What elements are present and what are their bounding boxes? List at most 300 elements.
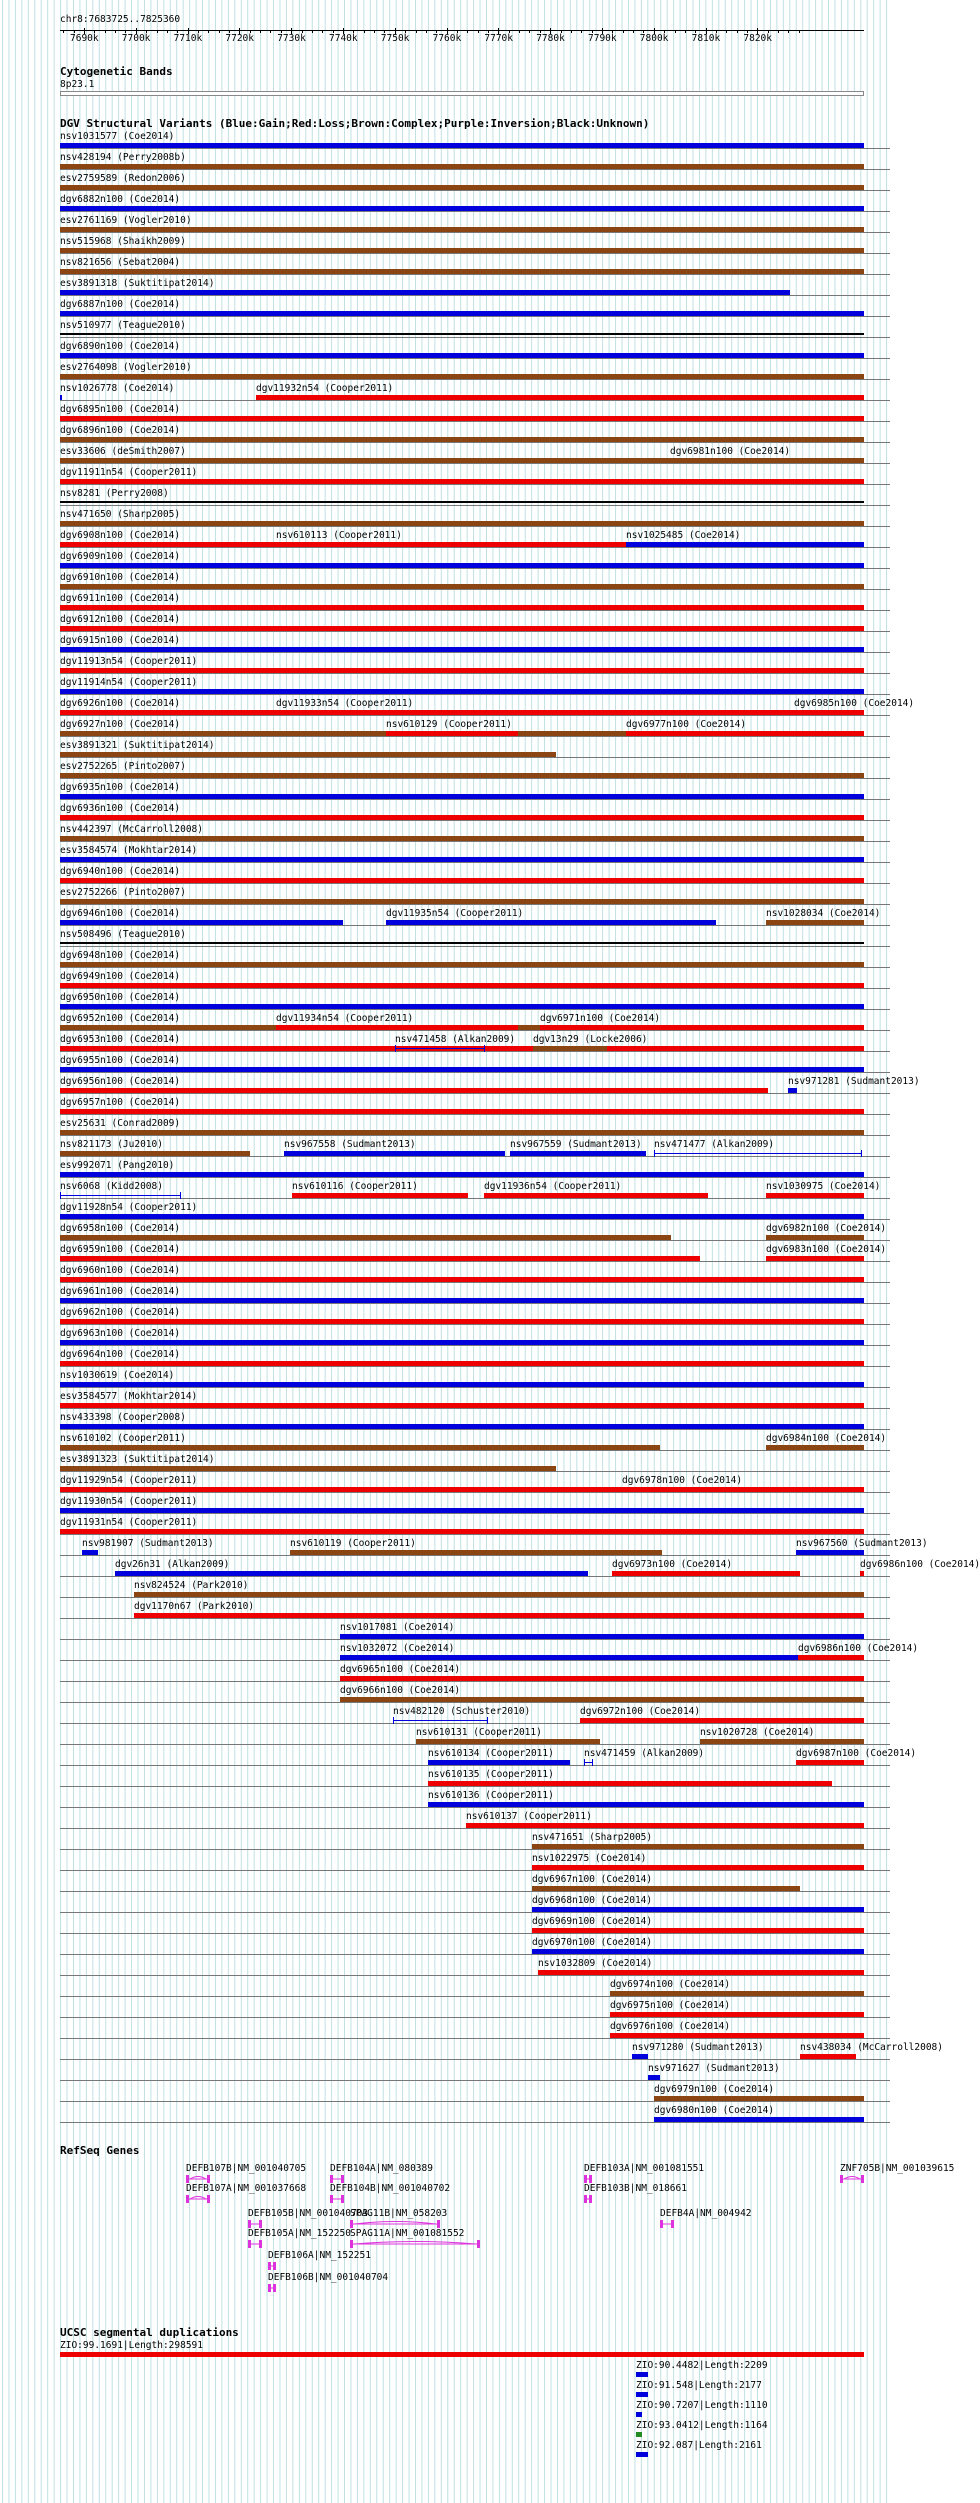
row-separator [60,148,890,149]
variant-bar[interactable] [60,311,864,316]
variant-bar[interactable] [766,920,864,925]
variant-bar[interactable] [60,1298,864,1303]
row-separator [60,1261,890,1262]
variant-bar[interactable] [134,1592,864,1597]
row-separator [60,1240,890,1241]
row-separator [60,715,890,716]
gene-label: DEFB104B|NM_001040702 [330,2183,451,2194]
region-label: chr8:7683725..7825360 [60,14,181,25]
variant-bar[interactable] [766,1445,864,1450]
variant-bar[interactable] [340,1655,864,1660]
variant-bar[interactable] [276,1025,518,1030]
row-separator [60,736,890,737]
ruler-tick-label: 7720k [225,33,254,44]
ruler-tick-label: 7750k [380,33,410,44]
variant-bar[interactable] [60,1067,864,1072]
ruler-minor-tick [219,30,220,33]
row-separator [60,505,890,506]
variant-label: nsv610136 (Cooper2011) [428,1790,554,1801]
variant-bar[interactable] [60,479,864,484]
variant-line-cap [592,1759,593,1766]
gene-model[interactable] [658,2219,676,2229]
row-separator [60,841,890,842]
row-separator [60,1933,890,1934]
ruler-minor-tick [467,30,468,33]
variant-line-cap [395,1045,396,1052]
gene-label: SPAG11A|NM_001081552 [350,2228,465,2239]
variant-bar[interactable] [60,668,864,673]
row-separator [60,1765,890,1766]
gene-label: DEFB105A|NM_152250 [248,2228,351,2239]
variant-bar[interactable] [276,542,615,547]
gene-label: DEFB104A|NM_080389 [330,2163,433,2174]
variant-bar[interactable] [60,248,864,253]
row-separator [60,631,890,632]
variant-bar[interactable] [466,1823,864,1828]
variant-bar[interactable] [766,1256,864,1261]
row-separator [60,253,890,254]
variant-bar[interactable] [60,521,864,526]
variant-bar[interactable] [700,1739,864,1744]
variant-bar[interactable] [115,1571,588,1576]
variant-bar[interactable] [60,857,864,862]
gene-model[interactable] [266,2283,278,2293]
variant-bar[interactable] [60,1403,864,1408]
variant-label: dgv6959n100 (Coe2014) [60,1244,181,1255]
variant-bar[interactable] [386,920,716,925]
segdup-bar[interactable] [636,2432,642,2437]
variant-label: dgv6927n100 (Coe2014) [60,719,181,730]
variant-label: nsv508496 (Teague2010) [60,929,186,940]
variant-label: nsv1026778 (Coe2014) [60,383,175,394]
variant-bar[interactable] [60,1214,864,1219]
variant-label: dgv26n31 (Alkan2009) [115,1559,230,1570]
variant-label: nsv610137 (Cooper2011) [466,1811,592,1822]
variant-label: dgv6957n100 (Coe2014) [60,1097,181,1108]
variant-bar[interactable] [60,1529,864,1534]
variant-bar[interactable] [60,1130,864,1135]
variant-label: esv2759589 (Redon2006) [60,173,186,184]
variant-label: dgv6949n100 (Coe2014) [60,971,181,982]
variant-bar[interactable] [60,1109,864,1114]
variant-label: nsv821656 (Sebat2004) [60,257,181,268]
row-separator [60,1303,890,1304]
segdup-bar[interactable] [636,2392,648,2397]
ruler-minor-tick [633,30,634,33]
variant-bar[interactable] [60,794,864,799]
gene-model[interactable] [328,2194,346,2204]
variant-bar[interactable] [510,1151,646,1156]
variant-bar[interactable] [284,1151,505,1156]
variant-bar[interactable] [654,2096,864,2101]
variant-label: dgv6960n100 (Coe2014) [60,1265,181,1276]
variant-bar[interactable] [60,501,864,503]
variant-line[interactable] [654,1153,861,1154]
ruler-tick-label: 7760k [432,33,462,44]
variant-bar[interactable] [60,374,864,379]
variant-bar[interactable] [794,710,864,715]
gene-model[interactable] [348,2239,482,2249]
variant-bar[interactable] [60,227,864,232]
variant-label: dgv11911n54 (Cooper2011) [60,467,198,478]
variant-bar[interactable] [60,1151,250,1156]
row-separator [60,652,890,653]
variant-bar[interactable] [60,962,864,967]
variant-bar[interactable] [60,290,790,295]
segdup-bar[interactable] [636,2412,642,2417]
variant-bar[interactable] [796,1760,864,1765]
variant-bar[interactable] [60,395,62,400]
variant-bar[interactable] [428,1781,832,1786]
row-separator [60,1576,890,1577]
variant-label: nsv610134 (Cooper2011) [428,1748,554,1759]
gene-model[interactable] [582,2194,594,2204]
ruler-tick-label: 7730k [277,33,306,44]
variant-bar[interactable] [60,1445,660,1450]
variant-bar[interactable] [60,1361,864,1366]
variant-label: dgv1170n67 (Park2010) [134,1601,255,1612]
row-separator [60,1807,890,1808]
ruler-tick-label: 7700k [121,33,151,44]
variant-label: dgv11914n54 (Cooper2011) [60,677,198,688]
variant-bar[interactable] [632,2054,648,2059]
variant-bar[interactable] [60,1424,864,1429]
variant-bar[interactable] [540,1025,864,1030]
gene-label: DEFB107B|NM_001040705 [186,2163,307,2174]
variant-bar[interactable] [276,710,720,715]
variant-bar[interactable] [60,1004,864,1009]
ruler-minor-tick [250,30,251,33]
ruler-minor-tick [167,30,168,33]
variant-label: nsv1025485 (Coe2014) [626,530,741,541]
variant-bar[interactable] [60,185,864,190]
variant-label: nsv438034 (McCarroll2008) [800,2042,943,2053]
variant-line-cap [60,1192,61,1199]
variant-bar[interactable] [60,206,864,211]
variant-label: dgv6984n100 (Coe2014) [766,1433,887,1444]
variant-bar[interactable] [533,1046,607,1051]
variant-bar[interactable] [60,1256,700,1261]
segdup-bar[interactable] [636,2372,648,2377]
ruler-minor-tick [208,30,209,33]
segdup-label: ZIO:99.1691|Length:298591 [60,2340,203,2351]
ruler-minor-tick [612,30,613,33]
row-separator [60,1723,890,1724]
variant-line[interactable] [393,1720,487,1721]
variant-label: dgv6911n100 (Coe2014) [60,593,181,604]
variant-bar[interactable] [626,542,864,547]
variant-line[interactable] [395,1048,484,1049]
variant-bar[interactable] [610,1991,864,1996]
variant-label: nsv1030975 (Coe2014) [766,1181,881,1192]
variant-bar[interactable] [134,1613,864,1618]
variant-label: dgv11936n54 (Cooper2011) [484,1181,622,1192]
variant-label: dgv11929n54 (Cooper2011) [60,1475,198,1486]
row-separator [60,1828,890,1829]
variant-bar[interactable] [580,1718,864,1723]
variant-bar[interactable] [532,1844,864,1849]
variant-label: dgv6956n100 (Coe2014) [60,1076,181,1087]
variant-label: dgv6950n100 (Coe2014) [60,992,181,1003]
variant-label: dgv6953n100 (Coe2014) [60,1034,181,1045]
variant-label: nsv610129 (Cooper2011) [386,719,512,730]
ruler-minor-tick [270,30,271,33]
variant-bar[interactable] [610,2012,864,2017]
variant-bar[interactable] [538,1970,864,1975]
variant-bar[interactable] [60,836,864,841]
gene-model[interactable] [266,2261,278,2271]
cytoband-title: Cytogenetic Bands [60,65,173,78]
variant-bar[interactable] [60,773,864,778]
ruler-minor-tick [664,30,665,33]
ruler-minor-tick [157,30,158,33]
row-separator [60,1282,890,1283]
variant-bar[interactable] [60,1088,768,1093]
segdup-label: ZIO:91.548|Length:2177 [636,2380,762,2391]
variant-label: dgv6981n100 (Coe2014) [670,446,791,457]
variant-bar[interactable] [60,1466,556,1471]
row-separator [60,1513,890,1514]
ruler-minor-tick [94,30,95,33]
variant-line[interactable] [60,1195,180,1196]
row-separator [60,1639,890,1640]
variant-bar[interactable] [670,458,864,463]
ruler-tick-label: 7770k [484,33,513,44]
row-separator [60,1702,890,1703]
variant-bar[interactable] [788,1088,797,1093]
gene-model[interactable] [838,2174,866,2184]
variant-bar[interactable] [796,1550,864,1555]
variant-label: dgv6890n100 (Coe2014) [60,341,181,352]
gene-label: DEFB106B|NM_001040704 [268,2272,389,2283]
variant-bar[interactable] [292,1193,468,1198]
ruler-minor-tick [478,30,479,33]
cytoband-bar[interactable] [60,91,864,96]
variant-label: nsv510977 (Teague2010) [60,320,186,331]
row-separator [60,1786,890,1787]
variant-label: nsv610116 (Cooper2011) [292,1181,418,1192]
variant-bar[interactable] [60,584,864,589]
segdup-bar[interactable] [636,2452,648,2457]
variant-bar[interactable] [612,1571,800,1576]
gene-label: DEFB103A|NM_001081551 [584,2163,705,2174]
ruler-minor-tick [146,30,147,33]
variant-bar[interactable] [60,752,556,757]
variant-label: esv992071 (Pang2010) [60,1160,175,1171]
variant-bar[interactable] [428,1760,570,1765]
variant-label: esv2761169 (Vogler2010) [60,215,192,226]
variant-label: dgv6963n100 (Coe2014) [60,1328,181,1339]
variant-bar[interactable] [386,731,518,736]
variant-label: esv25631 (Conrad2009) [60,1118,181,1129]
row-separator [60,1345,890,1346]
variant-bar[interactable] [60,605,864,610]
row-separator [60,2122,890,2123]
variant-label: dgv6958n100 (Coe2014) [60,1223,181,1234]
row-separator [60,169,890,170]
variant-bar[interactable] [60,942,864,944]
row-separator [60,295,890,296]
variant-label: nsv6068 (Kidd2008) [60,1181,163,1192]
row-separator [60,547,890,548]
row-separator [60,1870,890,1871]
variant-label: nsv981907 (Sudmant2013) [82,1538,214,1549]
variant-bar[interactable] [256,395,864,400]
variant-label: esv2764098 (Vogler2010) [60,362,192,373]
variant-bar[interactable] [60,333,864,335]
gene-label: SPAG11B|NM_058203 [350,2208,448,2219]
variant-bar[interactable] [60,164,864,169]
variant-bar[interactable] [340,1697,864,1702]
variant-label: dgv6955n100 (Coe2014) [60,1055,181,1066]
variant-bar[interactable] [60,1172,864,1177]
variant-label: dgv6983n100 (Coe2014) [766,1244,887,1255]
variant-label: dgv6985n100 (Coe2014) [794,698,915,709]
variant-label: dgv11933n54 (Cooper2011) [276,698,414,709]
ruler-minor-tick [457,30,458,33]
variant-bar[interactable] [60,899,864,904]
row-separator [60,1198,890,1199]
variant-label: nsv610113 (Cooper2011) [276,530,402,541]
segdup-label: ZIO:93.0412|Length:1164 [636,2420,768,2431]
variant-bar[interactable] [654,2117,864,2122]
variant-line-cap [393,1717,394,1724]
variant-bar[interactable] [60,437,864,442]
variant-bar[interactable] [798,1655,864,1660]
row-separator [60,337,890,338]
row-separator [60,1093,890,1094]
variant-label: dgv13n29 (Locke2006) [533,1034,648,1045]
variant-label: dgv6967n100 (Coe2014) [532,1874,653,1885]
row-separator [60,946,890,947]
variant-label: dgv6976n100 (Coe2014) [610,2021,731,2032]
variant-bar[interactable] [484,1193,708,1198]
variant-label: nsv967560 (Sudmant2013) [796,1538,928,1549]
ruler-minor-tick [198,30,199,33]
variant-label: esv3584577 (Mokhtar2014) [60,1391,198,1402]
variant-bar[interactable] [60,353,864,358]
refseq-title: RefSeq Genes [60,2144,140,2157]
variant-line[interactable] [584,1762,592,1763]
variant-bar[interactable] [60,1277,864,1282]
row-separator [60,442,890,443]
variant-label: dgv6887n100 (Coe2014) [60,299,181,310]
variant-label: dgv6971n100 (Coe2014) [540,1013,661,1024]
variant-bar[interactable] [60,1382,864,1387]
variant-bar[interactable] [60,815,864,820]
variant-label: nsv471458 (Alkan2009) [395,1034,516,1045]
variant-bar[interactable] [532,1907,864,1912]
variant-bar[interactable] [340,1634,864,1639]
variant-bar[interactable] [82,1550,98,1555]
variant-bar[interactable] [60,626,864,631]
variant-label: nsv1032072 (Coe2014) [340,1643,455,1654]
variant-label: dgv6986n100 (Coe2014) [798,1643,919,1654]
variant-bar[interactable] [60,269,864,274]
segdup-bar[interactable] [60,2352,864,2357]
variant-bar[interactable] [766,1193,864,1198]
ruler-minor-tick [519,30,520,33]
row-separator [60,1954,890,1955]
variant-bar[interactable] [60,1340,864,1345]
variant-bar[interactable] [60,983,864,988]
variant-bar[interactable] [60,1319,864,1324]
variant-label: nsv471651 (Sharp2005) [532,1832,653,1843]
variant-bar[interactable] [290,1550,662,1555]
variant-bar[interactable] [532,1928,864,1933]
variant-label: nsv824524 (Park2010) [134,1580,249,1591]
variant-bar[interactable] [860,1571,864,1576]
variant-label: dgv11913n54 (Cooper2011) [60,656,198,667]
variant-bar[interactable] [800,2054,856,2059]
row-separator [60,1597,890,1598]
row-separator [60,757,890,758]
row-separator [60,610,890,611]
ruler-minor-tick [322,30,323,33]
variant-bar[interactable] [416,1739,600,1744]
variant-label: dgv6962n100 (Coe2014) [60,1307,181,1318]
variant-bar[interactable] [532,1886,800,1891]
variant-bar[interactable] [610,2033,864,2038]
variant-bar[interactable] [60,647,864,652]
row-separator [60,2017,890,2018]
row-separator [60,862,890,863]
variant-bar[interactable] [622,1487,864,1492]
variant-bar[interactable] [648,2075,660,2080]
variant-bar[interactable] [60,689,864,694]
row-separator [60,1912,890,1913]
variant-bar[interactable] [60,1508,864,1513]
variant-label: esv2752266 (Pinto2007) [60,887,186,898]
variant-bar[interactable] [340,1676,864,1681]
ruler-minor-tick [726,30,727,33]
variant-bar[interactable] [60,416,864,421]
ruler-minor-tick [623,30,624,33]
row-separator [60,988,890,989]
ruler-minor-tick [105,30,106,33]
variant-label: nsv482120 (Schuster2010) [393,1706,531,1717]
variant-label: nsv1032809 (Coe2014) [538,1958,653,1969]
variant-label: dgv6970n100 (Coe2014) [532,1937,653,1948]
variant-bar[interactable] [532,1865,864,1870]
gene-model[interactable] [184,2194,212,2204]
row-separator [60,1618,890,1619]
variant-bar[interactable] [766,1235,864,1240]
variant-bar[interactable] [626,731,864,736]
ruler-minor-tick [312,30,313,33]
ruler-line [60,30,864,31]
variant-label: nsv971281 (Sudmant2013) [788,1076,920,1087]
variant-label: nsv471477 (Alkan2009) [654,1139,775,1150]
variant-label: dgv11930n54 (Cooper2011) [60,1496,198,1507]
variant-bar[interactable] [532,1949,864,1954]
variant-bar[interactable] [60,563,864,568]
ruler-minor-tick [737,30,738,33]
ruler-minor-tick [799,30,800,33]
gene-label: DEFB4A|NM_004942 [660,2208,752,2219]
variant-bar[interactable] [60,1235,671,1240]
variant-label: dgv6895n100 (Coe2014) [60,404,181,415]
variant-bar[interactable] [60,143,864,148]
variant-bar[interactable] [60,920,343,925]
variant-label: esv3891318 (Suktitipat2014) [60,278,215,289]
gene-model[interactable] [246,2239,264,2249]
variant-label: dgv6965n100 (Coe2014) [340,1664,461,1675]
variant-bar[interactable] [428,1802,864,1807]
variant-bar[interactable] [60,878,864,883]
row-separator [60,463,890,464]
row-separator [60,2080,890,2081]
